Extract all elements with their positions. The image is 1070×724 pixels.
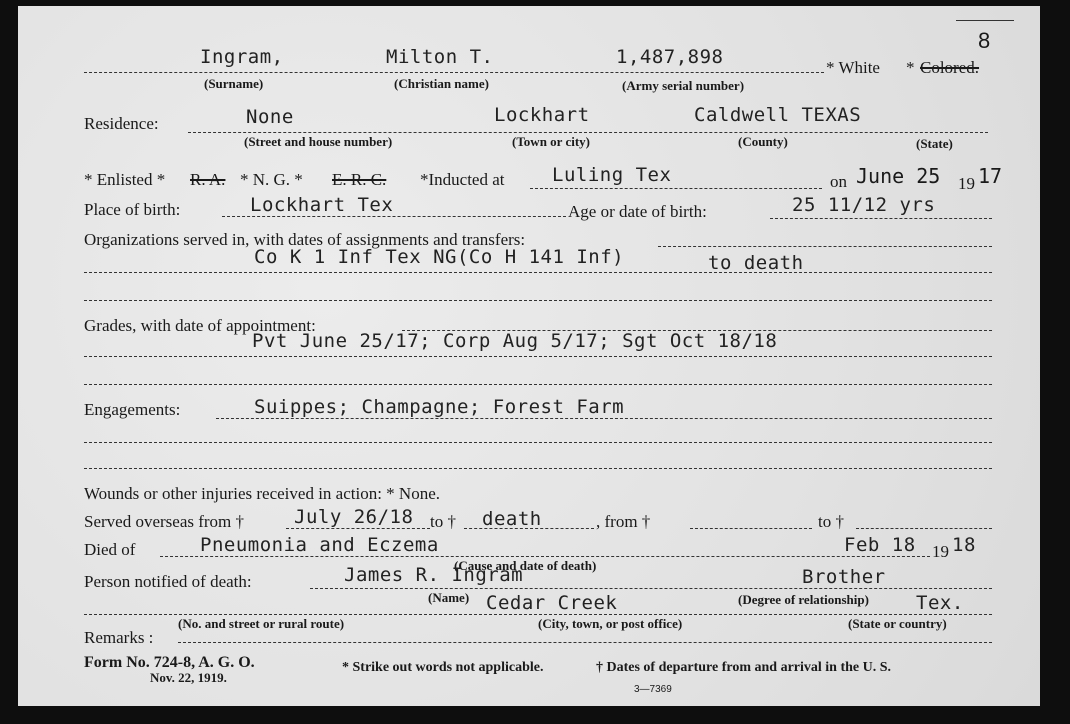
- notified-relation-value: Brother: [802, 566, 886, 588]
- header-line: [84, 72, 824, 73]
- remarks-label: Remarks :: [84, 628, 154, 647]
- died-line: [160, 556, 930, 557]
- engagements-line-1: [84, 442, 992, 443]
- residence-state-caption: (State): [916, 136, 953, 151]
- overseas-from2-label: , from †: [596, 512, 651, 531]
- on-label: on: [830, 172, 847, 191]
- serial-number-value: 1,487,898: [616, 46, 724, 68]
- form-number: Form No. 724-8, A. G. O.: [84, 654, 255, 671]
- enlisted-year-suffix: 17: [978, 164, 1003, 188]
- inducted-line: [530, 188, 822, 189]
- residence-town-value: Lockhart: [494, 104, 590, 126]
- enlisted-year-prefix: 19: [958, 174, 975, 193]
- organizations-value: Co K 1 Inf Tex NG(Co H 141 Inf): [254, 246, 625, 268]
- notified-label: Person notified of death:: [84, 572, 252, 591]
- strike-note: * Strike out words not applicable.: [342, 660, 544, 675]
- serial-caption: (Army serial number): [622, 78, 745, 93]
- age-value: 25 11/12 yrs: [792, 194, 936, 216]
- organizations-line-1: [84, 272, 992, 273]
- remarks-line: [178, 642, 992, 643]
- overseas-to-label: to †: [430, 512, 456, 531]
- christian-name-value: Milton T.: [386, 46, 494, 68]
- enlisted-prefix: * Enlisted *: [84, 170, 166, 189]
- card-number-line: [956, 20, 1014, 21]
- notified-degree-caption: (Degree of relationship): [738, 592, 869, 607]
- grades-value: Pvt June 25/17; Corp Aug 5/17; Sgt Oct 18/18: [252, 330, 778, 352]
- notified-street-caption: (No. and street or rural route): [178, 616, 345, 631]
- surname-value: Ingram,: [200, 46, 284, 68]
- enlisted-date-value: June 25: [856, 164, 941, 188]
- organizations-label: Organizations served in, with dates of assignments and transfers:: [84, 230, 526, 249]
- organizations-value-end: to death: [708, 252, 804, 274]
- dates-note: † Dates of departure from and arrival in the U. S.: [596, 660, 892, 675]
- christian-caption: (Christian name): [394, 76, 489, 91]
- birth-place-line: [222, 216, 566, 217]
- overseas-label: Served overseas from †: [84, 512, 245, 531]
- residence-street-value: None: [246, 106, 294, 128]
- overseas-from-line: [286, 528, 430, 529]
- notified-address-line: [84, 614, 992, 615]
- residence-line: [188, 132, 988, 133]
- residence-street-caption: (Street and house number): [244, 134, 393, 149]
- overseas-to-line: [464, 528, 594, 529]
- notified-name-value: James R. Ingram: [344, 564, 524, 586]
- residence-county-state-value: Caldwell TEXAS: [694, 104, 862, 126]
- inducted-label: *Inducted at: [420, 170, 505, 189]
- residence-town-caption: (Town or city): [512, 134, 590, 149]
- white-label: * White: [826, 58, 880, 77]
- overseas-to-value: death: [482, 508, 542, 530]
- notified-city-value: Cedar Creek: [486, 592, 618, 614]
- overseas-from-value: July 26/18: [294, 506, 414, 528]
- age-line: [770, 218, 992, 219]
- overseas-to2-label: to †: [818, 512, 844, 531]
- card-number: 8: [978, 28, 991, 53]
- notified-city-caption: (City, town, or post office): [538, 616, 683, 631]
- died-date-value: Feb 18: [844, 534, 916, 556]
- ra-struck: R. A.: [190, 170, 226, 189]
- engagements-value: Suippes; Champagne; Forest Farm: [254, 396, 625, 418]
- engagements-label: Engagements:: [84, 400, 181, 419]
- died-year-prefix: 19: [932, 542, 949, 561]
- ng-label: * N. G. *: [240, 170, 303, 189]
- print-code: 3—7369: [634, 684, 672, 695]
- overseas-to2-line: [856, 528, 992, 529]
- notified-line: [310, 588, 992, 589]
- residence-label: Residence:: [84, 114, 159, 133]
- record-card: [18, 6, 1040, 706]
- form-date: Nov. 22, 1919.: [150, 670, 227, 685]
- age-label: Age or date of birth:: [568, 202, 707, 221]
- residence-county-caption: (County): [738, 134, 788, 149]
- engagements-line-0: [216, 418, 992, 419]
- erc-struck: E. R. C.: [332, 170, 387, 189]
- birth-place-value: Lockhart Tex: [250, 194, 394, 216]
- died-year-suffix: 18: [952, 534, 976, 556]
- birth-place-label: Place of birth:: [84, 200, 181, 219]
- grades-line-1: [84, 356, 992, 357]
- inducted-place-value: Luling Tex: [552, 164, 672, 186]
- grades-label: Grades, with date of appointment:: [84, 316, 316, 335]
- overseas-from2-line: [690, 528, 812, 529]
- notified-state-value: Tex.: [916, 592, 964, 614]
- organizations-line-2: [84, 300, 992, 301]
- organizations-line-0: [658, 246, 992, 247]
- colored-star: *: [906, 58, 915, 77]
- notified-state-caption: (State or country): [848, 616, 947, 631]
- died-caption: (Cause and date of death): [454, 558, 597, 573]
- colored-label-struck: Colored.: [920, 58, 980, 77]
- wounds-label: Wounds or other injuries received in action: * None.: [84, 484, 441, 503]
- notified-name-caption: (Name): [428, 590, 470, 605]
- grades-line-2: [84, 384, 992, 385]
- died-label: Died of: [84, 540, 136, 559]
- died-cause-value: Pneumonia and Eczema: [200, 534, 439, 556]
- engagements-line-2: [84, 468, 992, 469]
- surname-caption: (Surname): [204, 76, 264, 91]
